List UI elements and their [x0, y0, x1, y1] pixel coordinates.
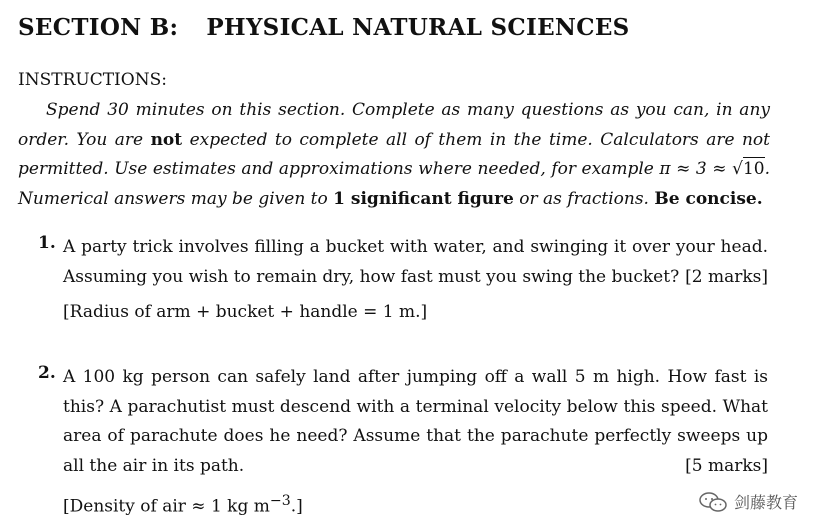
- instructions-heading: INSTRUCTIONS:: [18, 70, 167, 90]
- marks-label: [5 marks]: [685, 455, 768, 476]
- question-text: A 100 kg person can safely land after jumping off a wall 5 m high. How fast is this? A parachutist must descend with a terminal velocity below this speed. What area of parachute does he need? Assume that the parachute perfectly sweeps up all the air in its path. [5 marks]: [63, 363, 768, 481]
- emphasis-not: not: [150, 129, 183, 150]
- pi-approximation: π ≈ 3 ≈: [659, 159, 733, 179]
- watermark: [698, 490, 798, 513]
- wechat-icon: [698, 491, 728, 513]
- question-number: 2.: [38, 363, 56, 383]
- square-root: √10: [732, 159, 765, 179]
- section-title: PHYSICAL NATURAL SCIENCES: [206, 14, 630, 41]
- emphasis-sig-fig: 1 significant figure: [333, 188, 514, 209]
- instructions-text: Spend 30 minutes on this section. Complete as many questions as you can, in any order. You are not expected to complete all of them in the time. Calculators are not permitted. Use estimates and approximations where needed, for example π ≈ 3 ≈ √10. Numerical answers may be given to 1 significant figure or as fractions. Be concise.: [18, 100, 770, 209]
- section-label: SECTION B:: [18, 14, 179, 41]
- watermark-text: 剑藤教育: [733, 493, 798, 512]
- question-note: [Density of air ≈ 1 kg $m^{-3}$.]: [63, 493, 303, 517]
- emphasis-concise: Be concise.: [654, 188, 763, 209]
- question-note: [Radius of arm + bucket + handle = 1 m.]: [63, 302, 428, 322]
- section-heading: [18, 14, 630, 41]
- question-number: 1.: [38, 233, 56, 253]
- question-text: A party trick involves filling a bucket with water, and swinging it over your head. Assuming you wish to remain dry, how fast must you swing the bucket? [2 marks]: [63, 233, 768, 292]
- marks-label: [2 marks]: [685, 266, 768, 287]
